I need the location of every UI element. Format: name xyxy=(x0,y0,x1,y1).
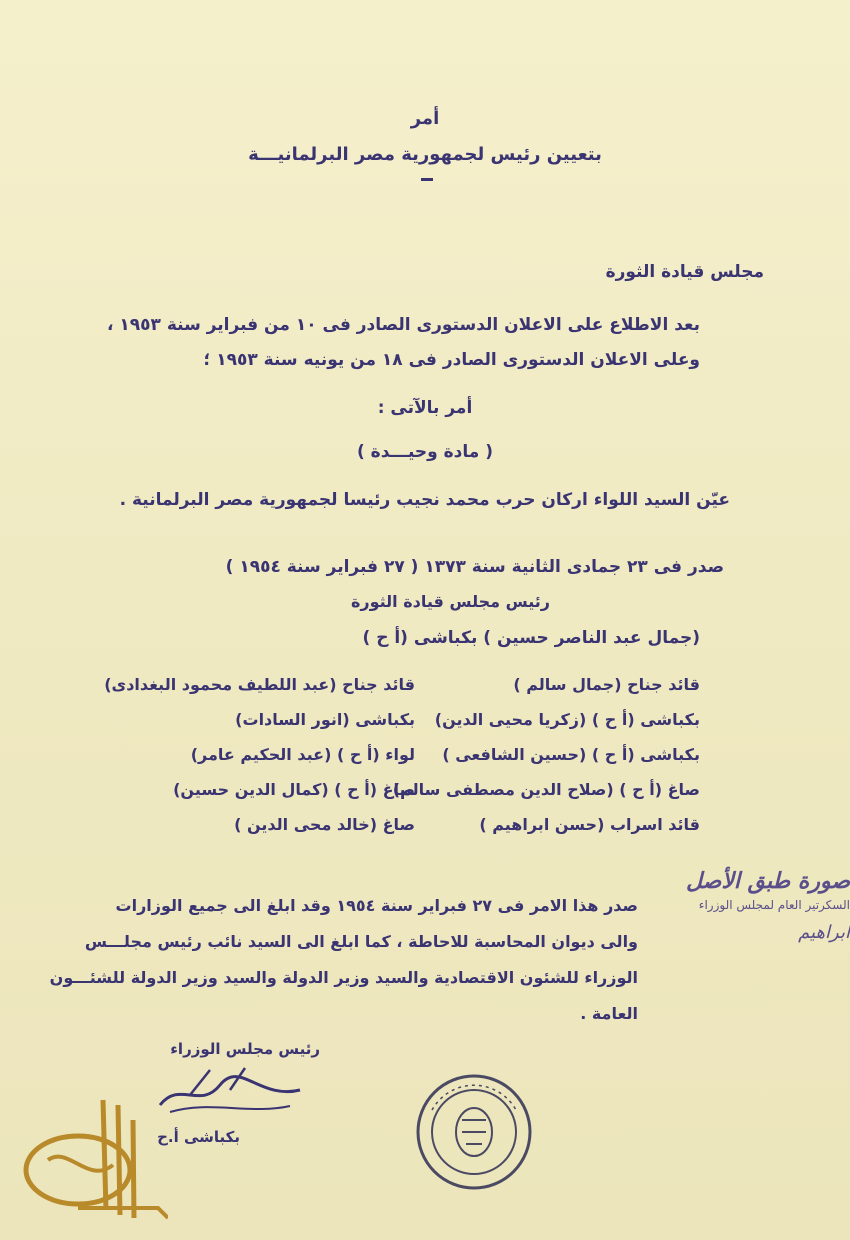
council-name: مجلس قيادة الثورة xyxy=(605,262,764,282)
member-entry: بكباشى (أ ح ) (حسين الشافعى ) xyxy=(442,745,700,764)
official-seal-icon xyxy=(412,1070,536,1194)
certified-copy-stamp xyxy=(660,868,850,943)
pm-rank: بكباشى أ.ح xyxy=(157,1128,240,1146)
note-line: العامة . xyxy=(580,1004,638,1023)
preamble-line-2: وعلى الاعلان الدستورى الصادر فى ١٨ من يونيه سنة ١٩٥٣ ؛ xyxy=(203,350,700,370)
stamp-line-3: ابراهيم xyxy=(798,922,850,943)
article-heading: ( مادة وحيـــدة ) xyxy=(356,442,493,462)
member-entry: صاغ (أ ح ) (كمال الدين حسين) xyxy=(173,780,415,799)
member-entry: بكباشى (أ ح ) (زكريا محيى الدين) xyxy=(434,710,700,729)
president-name: (جمال عبد الناصر حسين ) بكباشى (أ ح ) xyxy=(362,628,700,648)
order-intro: أمر بالآتى : xyxy=(377,398,473,418)
president-title: رئيس مجلس قيادة الثورة xyxy=(350,592,550,611)
issuance-date: صدر فى ٢٣ جمادى الثانية سنة ١٣٧٣ ( ٢٧ فبراير سنة ١٩٥٤ ) xyxy=(225,557,724,577)
document-subtitle: بتعيين رئيس لجمهورية مصر البرلمانيـــة xyxy=(248,144,602,165)
member-entry: بكباشى (انور السادات) xyxy=(235,710,415,729)
member-entry: قائد جناح (جمال سالم ) xyxy=(513,675,700,694)
appointment-text: عيّن السيد اللواء اركان حرب محمد نجيب رئيسا لجمهورية مصر البرلمانية . xyxy=(119,490,730,510)
document-title: أمر xyxy=(410,108,440,129)
member-entry: قائد اسراب (حسن ابراهيم ) xyxy=(479,815,700,834)
members-left-column xyxy=(104,675,415,850)
note-line: صدر هذا الامر فى ٢٧ فبراير سنة ١٩٥٤ وقد ابلغ الى جميع الوزارات xyxy=(115,896,638,915)
distribution-note xyxy=(49,896,638,1040)
member-entry: قائد جناح (عبد اللطيف محمود البغدادى) xyxy=(104,675,415,694)
member-entry: صاغ (خالد محى الدين ) xyxy=(234,815,415,834)
members-right-column xyxy=(393,675,700,850)
pm-title: رئيس مجلس الوزراء xyxy=(170,1040,320,1058)
pm-signature-icon xyxy=(150,1060,310,1120)
member-entry: لواء (أ ح ) (عبد الحكيم عامر) xyxy=(190,745,415,764)
note-line: الوزراء للشئون الاقتصادية والسيد وزير الدولة والسيد وزير الدولة للشئـــون xyxy=(49,968,638,987)
watermark-logo-icon xyxy=(18,1090,168,1230)
title-divider xyxy=(421,178,433,181)
stamp-line-2: السكرتير العام لمجلس الوزراء xyxy=(698,898,850,912)
preamble-line-1: بعد الاطلاع على الاعلان الدستورى الصادر فى ١٠ من فبراير سنة ١٩٥٣ ، xyxy=(107,315,700,335)
member-entry: صاغ (أ ح ) (صلاح الدين مصطفى سالم) xyxy=(392,780,700,799)
note-line: والى ديوان المحاسبة للاحاطة ، كما ابلغ الى السيد نائب رئيس مجلـــس xyxy=(84,932,638,951)
stamp-heading: صورة طبق الأصل xyxy=(685,868,850,894)
